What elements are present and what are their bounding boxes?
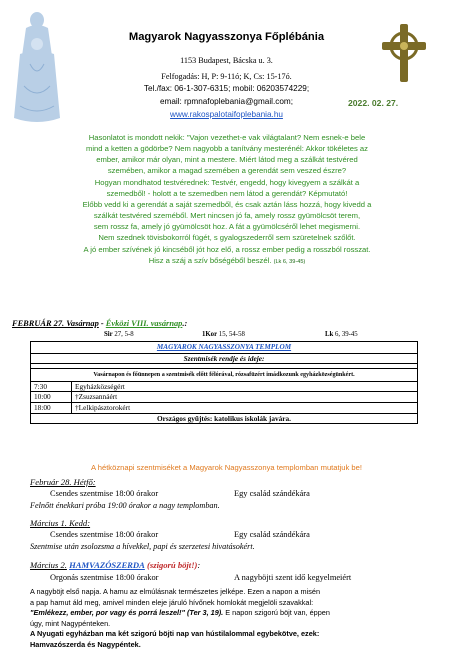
collection-note: Országos gyűjtés: katolikus iskolák javára.: [31, 413, 418, 424]
quote-line: Nem szednek tövisbokorról fügét, s gyalogszederről sem szüretelnek szőlőt.: [26, 232, 428, 243]
mass-monday: Csendes szentmise 18:00 órakor: [50, 489, 158, 498]
mass-wednesday: Orgonás szentmise 18:00 órakor: [50, 573, 158, 582]
mass-time: 10:00: [31, 392, 72, 403]
weekday-notice: A hétköznapi szentmiséket a Magyarok Nagyasszonya templomban mutatjuk be!: [0, 463, 453, 472]
ash-wednesday-tag: HAMVAZÓSZERDA: [69, 560, 145, 570]
closing-line: A Nyugati egyházban ma két szigorú böjti nap van hústilalommal egybekötve, ezek:: [30, 629, 432, 640]
day-tuesday: Március 1. Kedd:: [30, 518, 90, 528]
mass-schedule-table: [30, 341, 418, 424]
mass-time: 7:30: [31, 381, 72, 392]
text-line: A nagyböjt első napja. A hamu az elmúlásnak természetes jelképe. Ezen a napon a misén: [30, 587, 432, 598]
text-segment: E napon szigorú böjt van, éppen: [223, 608, 330, 617]
parish-address: 1153 Budapest, Bácska u. 3.: [0, 56, 453, 65]
reading-book: Sir: [104, 331, 113, 338]
quote-line: Hogyan mondhatod testvérednek: Testvér, engedd, hogy kivegyem a szálkát a: [26, 177, 428, 188]
mass-intention: †Lelkipásztorokért: [72, 402, 418, 413]
quote-line: Hasonlatot is mondott nekik: "Vajon vezethet-e vak világtalant? Nem esnek-e bele: [26, 132, 428, 143]
ash-wednesday-text: [30, 587, 432, 650]
intention-tuesday: Egy család szándékára: [234, 530, 310, 539]
mass-intention: †Zsuzsannáért: [72, 392, 418, 403]
heading-suffix: .:: [182, 319, 187, 328]
office-hours: Felfogadás: H, P: 9-11ó; K, Cs: 15-17ó.: [0, 72, 453, 81]
sunday-readings: [0, 331, 453, 341]
phone-line: Tel./fax: 06-1-307-6315; mobil: 06203574229;: [0, 84, 453, 93]
day-monday: Február 28. Hétfő:: [30, 477, 96, 487]
text-line: úgy, mint Nagypénteken.: [30, 619, 432, 630]
note-monday: Felnőtt énekkari próba 19:00 órakor a nagy templomban.: [30, 501, 220, 510]
scripture-quote: "Emlékezz, ember, por vagy és porrá leszel!" (Ter 3, 19).: [30, 608, 223, 617]
church-name: MAGYAROK NAGYASSZONYA TEMPLOM: [157, 343, 291, 351]
intention-monday: Egy család szándékára: [234, 489, 310, 498]
text-line: a pap hamut áld meg, amivel minden eleje járuló hívőnek homlokát megjelöli szavakkal:: [30, 598, 432, 609]
heading-dash: -: [99, 319, 106, 328]
parish-title: Magyarok Nagyasszonya Főplébánia: [0, 31, 453, 43]
mass-intention: Egyházközségért: [72, 381, 418, 392]
table-row: [31, 402, 418, 413]
mass-tuesday: Csendes szentmise 18:00 órakor: [50, 530, 158, 539]
bulletin-date: 2022. 02. 27.: [348, 98, 398, 108]
mass-time: 18:00: [31, 402, 72, 413]
wednesday-date: Március 2.: [30, 560, 67, 570]
quote-line: A jó ember szívének jó kincséből jót hoz elő, a rossz ember pedig a rosszból rosszat.: [26, 244, 428, 255]
reading-3: [325, 331, 358, 338]
table-row: [31, 381, 418, 392]
sunday-subtitle: Évközi VIII. vasárnap: [106, 319, 183, 328]
reading-ref: 15, 54-58: [217, 331, 245, 338]
colon: :: [197, 560, 200, 570]
reading-ref: 6, 39-45: [333, 331, 357, 338]
email-line: email: rpmnafoplebania@gmail.com;: [0, 97, 453, 106]
quote-line: szemében, amikor a magad szemében a gerendát sem veszed észre?: [26, 165, 428, 176]
reading-1: [104, 331, 134, 338]
intention-wednesday: A nagyböjti szent idő kegyelmeiért: [234, 573, 351, 582]
strict-fast-note: (szigorú böjt!): [147, 560, 197, 570]
quote-line: mind a ketten a gödörbe? Nem nagyobb a tanítvány mesterénél: Akkor tökéletes az: [26, 143, 428, 154]
reading-book: 1Kor: [202, 331, 217, 338]
sunday-heading: [12, 319, 187, 328]
text-line: [30, 608, 432, 619]
quote-line: szemedből! - holott a te szemedben nem látod a gerendát? Képmutató!: [26, 188, 428, 199]
note-tuesday: Szentmise után zsolozsma a hívekkel, papi és szerzetesi hivatásokért.: [30, 542, 255, 551]
quote-line-last: [26, 255, 428, 268]
quote-line: szálkát testvéred szeméből. Mert nincsen jó fa, amely rossz gyümölcsöt terem,: [26, 210, 428, 221]
quote-line: Előbb vedd ki a gerendát a saját szemedből, és csak aztán láss hozzá, hogy kivedd a: [26, 199, 428, 210]
gospel-quote: [26, 132, 428, 268]
rosary-note: Vasárnapon és főünnepen a szentmisék előtt félórával, rózsafüzért imádkozunk egyházközségünkért.: [93, 372, 354, 378]
website-link[interactable]: www.rakospalotaifoplebania.hu: [170, 110, 283, 119]
quote-line: ember, amikor már olyan, mint a mestere. Miért látod meg a szálkát testvéred: [26, 154, 428, 165]
reading-2: [202, 331, 245, 338]
reading-book: Lk: [325, 331, 333, 338]
website-row: [0, 110, 453, 119]
day-wednesday: [30, 560, 200, 570]
reading-ref: 27, 5-8: [113, 331, 134, 338]
quote-line: Hisz a száj a szív bőségéből beszél.: [149, 256, 272, 265]
table-row: [31, 392, 418, 403]
closing-line: Hamvazószerda és Nagypéntek.: [30, 640, 432, 650]
quote-line: sem rossz fa, amely jó gyümölcsöt hoz. A fát a gyümölcséről lehet megismerni.: [26, 221, 428, 232]
schedule-heading: Szentmisék rendje és ideje:: [184, 354, 265, 363]
quote-reference: (Lk 6, 39-45): [274, 259, 306, 265]
sunday-title: FEBRUÁR 27. Vasárnap: [12, 319, 99, 328]
